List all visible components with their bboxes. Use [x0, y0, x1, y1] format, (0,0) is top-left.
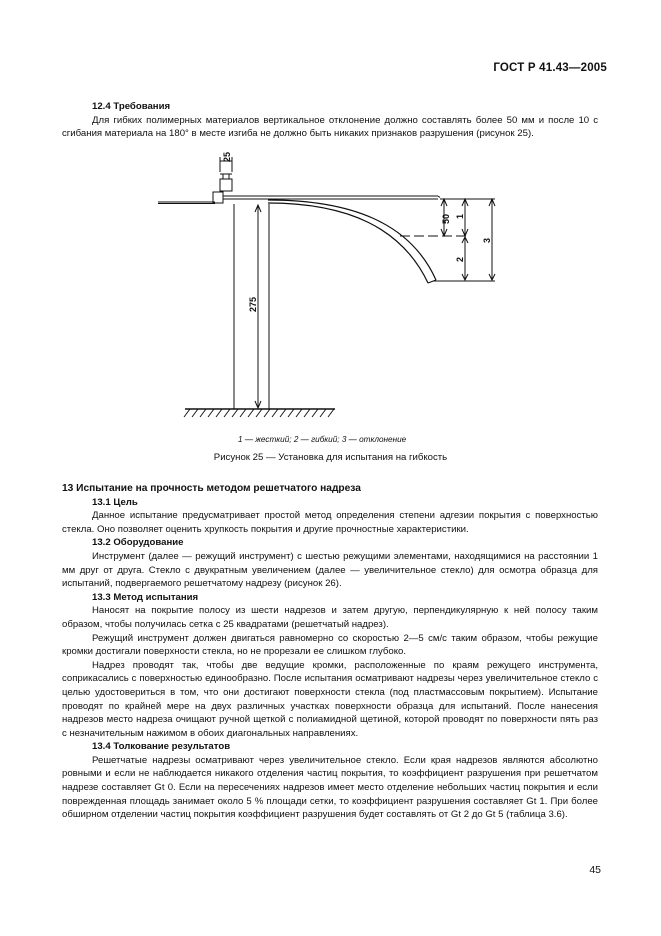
- section-13-3-p3: Надрез проводят так, чтобы две ведущие кромки, расположенные по краям режущего инструмента, соприкасались с поверхностью единообразно. После испытания осматривают надрезы через увеличительное стекло с целью удостовериться в том, что они достигают поверхности стекла (под пластмассовым покрытием). Испытание проводят по крайней мере на двух различных участках поверхности образца для испытаний. После нанесения надрезов место надреза очищают ручной щеткой с полиамидной щетиной, которой проводят по поверхности пять раз с незначительным нажимом в обоих диагональных направлениях.: [62, 659, 598, 739]
- dim-50-label: 50: [441, 213, 451, 224]
- section-13-4-text: Решетчатые надрезы осматривают через увеличительное стекло. Если края надрезов являются абсолютно ровными и если не наблюдается никакого отделения частиц покрытия, то коэффициент разрушения при решетчатом надрезе составляет Gt 0. Если на пересечениях надрезов имеет место отделение небольших частиц покрытия и если поврежденная площадь занимает около 5 % площади сетки, то коэффициент разрушения составляет Gt 1. При более обширном отделении частиц покрытия коэффициент разрушения будет составлять от Gt 2 до Gt 5 (таблица 3.6).: [62, 754, 598, 821]
- section-13-title: 13 Испытание на прочность методом решетчатого надреза: [62, 483, 361, 494]
- flexible-plate-curve: [268, 200, 436, 280]
- figure-25: [150, 152, 510, 427]
- page-number: 45: [589, 864, 601, 876]
- clamp-block: [213, 192, 223, 203]
- section-13-2-title: 13.2 Оборудование: [92, 537, 184, 549]
- section-13-3-p2: Режущий инструмент должен двигаться равномерно со скоростью 2—5 см/с таким образом, чтобы режущие кромки достигали поверхности стекла, но не прорезали ее слишком глубоко.: [62, 632, 598, 658]
- section-12-4-text: [62, 114, 598, 141]
- marker-3: 3: [482, 237, 492, 243]
- section-12-4: [62, 100, 598, 141]
- section-13-2-text: Инструмент (далее — режущий инструмент) с шестью режущими элементами, находящимися на расстоянии 1 мм друг от друга. Стекло с двукратным увеличением (далее — увеличительное стекло) для осмотра образца для испытаний, подвергаемого решетчатому надрезу (рисунок 26).: [62, 550, 598, 590]
- section-13-1-title: 13.1 Цель: [92, 496, 138, 508]
- section-13-4-title: 13.4 Толкование результатов: [92, 741, 231, 753]
- section-13-1-text: Данное испытание предусматривает простой метод определения степени адгезии покрытия с поверхностью стекла. Оно позволяет оценить хрупкость покрытия и другие прочностные характеристики.: [62, 510, 598, 535]
- marker-2: 2: [455, 256, 465, 262]
- section-13: [62, 482, 598, 822]
- section-13-3-title: 13.3 Метод испытания: [92, 591, 199, 603]
- dim-275-label: 275: [248, 296, 258, 312]
- document-id: ГОСТ Р 41.43—2005: [493, 62, 607, 74]
- figure-legend: 1 — жесткий; 2 — гибкий; 3 — отклонение: [238, 435, 407, 444]
- section-12-4-title: 12.4 Требования: [92, 101, 171, 112]
- dim-25-label: 25: [222, 152, 232, 162]
- figure-caption: Рисунок 25 — Установка для испытания на гибкость: [213, 452, 448, 463]
- section-12-4-text-span: Для гибких полимерных материалов вертикальное отклонение должно составлять более 50 мм и после 10 с сгибания материала на 180° в месте изгиба не должно быть никаких признаков разрушения (рисунок 25).: [62, 114, 598, 140]
- marker-1: 1: [455, 213, 465, 219]
- section-13-3-p1: Наносят на покрытие полосу из шести надрезов и затем другую, перпендикулярную к ней полосу таким образом, чтобы получилась сетка с 25 квадратами (решетчатый надрез).: [62, 605, 598, 630]
